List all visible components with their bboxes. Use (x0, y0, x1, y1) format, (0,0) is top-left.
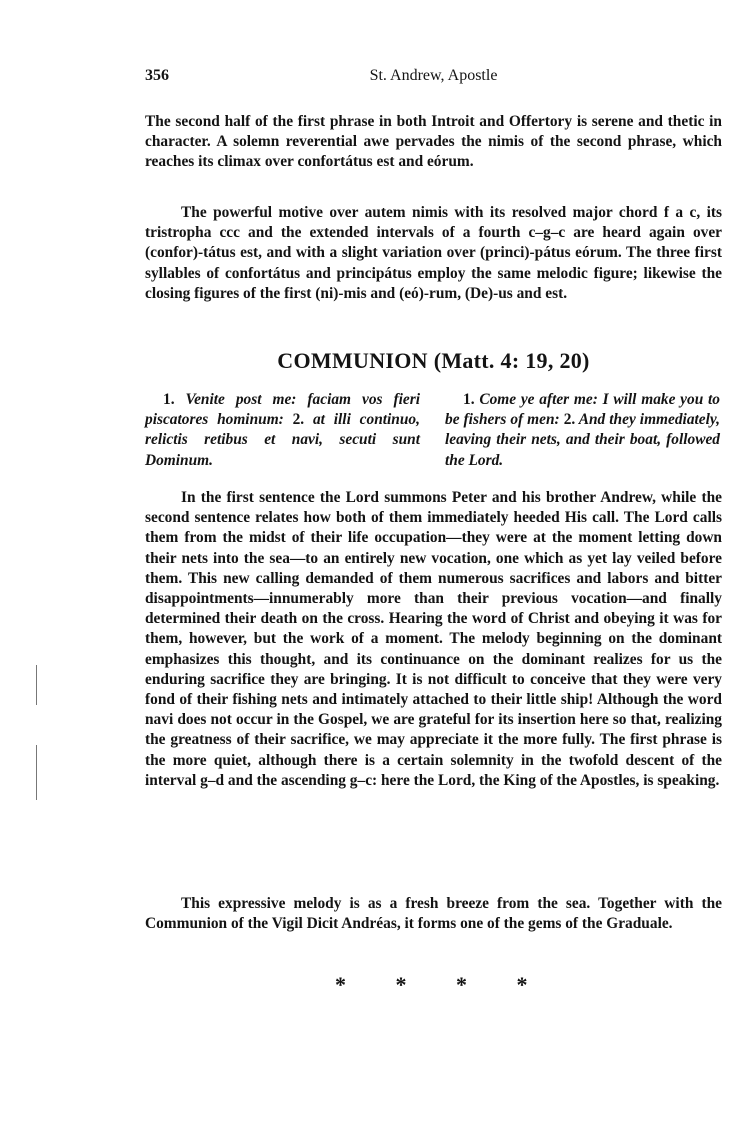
paragraph-communion-commentary (145, 488, 722, 791)
paragraph-text: The powerful motive over autem nimis with its resolved major chord f a c, its tristropha ccc and the extended intervals of a fourth c–g–c are heard again over (confor)-tátus est, and with a slight variation over (princi)-pátus eórum. The three first syllables of confortátus and principátus employ the same melodic figure; likewise the closing figures of the first (ni)-mis and (eó)-rum, (De)-us and est. (145, 204, 722, 302)
paragraph-text: In the first sentence the Lord summons Peter and his brother Andrew, while the second sentence relates how both of them immediately heeded His call. The Lord calls them from the midst of their life occupation—they were at the moment letting down their nets into the sea—to an entirely new vocation, one which as yet lay veiled before them. This new calling demanded of them numerous sacrifices and labors and bitter disappointments—innumerably more than their previous vocation—and finally determined their death on the cross. Hearing the word of Christ and obeying it was for them, however, but the work of a moment. The melody beginning on the dominant emphasizes this thought, and its continuance on the dominant realizes for us the enduring sacrifice they are bringing. It is not difficult to conceive that they were very fond of their fishing nets and intimately attached to their little ship! Although the word navi does not occur in the Gospel, we are grateful for its insertion here so that, realizing the greatness of their sacrifice, we may appreciate it the more fully. The first phrase is the more quiet, although there is a certain solemnity in the twofold descent of the interval g–d and the ascending g–c: here the Lord, the King of the Apostles, is speaking. (145, 489, 722, 789)
paragraph-offertory-summary (145, 112, 722, 173)
verse-number: 2. (292, 411, 305, 429)
latin-verse-2: at illi continuo, relictis retibus et navi, secuti sunt Dominum. (145, 411, 420, 469)
paragraph-text: This expressive melody is as a fresh breeze from the sea. Together with the Communion of the Vigil Dicit Andréas, it forms one of the gems of the Graduale. (145, 895, 722, 933)
english-verse-1: Come ye after me: I will make you to be fishers of men: (445, 391, 720, 429)
verse-number: 1. (163, 391, 175, 408)
english-translation (445, 390, 720, 471)
scripture-reference: (Matt. 4: 19, 20) (433, 348, 590, 373)
section-title: COMMUNION (277, 348, 428, 373)
running-header (145, 67, 722, 89)
english-verse-2: And they immediately, leaving their nets, and their boat, followed the Lord. (445, 411, 721, 469)
verse-number: 1. (463, 391, 475, 408)
running-title: St. Andrew, Apostle (369, 67, 498, 84)
section-heading (145, 348, 722, 374)
margin-mark (36, 745, 37, 800)
section-separator (145, 972, 722, 996)
verse-number: 2. (563, 411, 576, 429)
separator-text: * * * * (335, 972, 528, 997)
paragraph-motive-analysis (145, 203, 722, 304)
paragraph-text: The second half of the first phrase in both Introit and Offertory is serene and thetic in character. A solemn reverential awe pervades the nimis of the second phrase, which reaches its climax over confortátus est and eórum. (145, 113, 722, 171)
paragraph-closing (145, 894, 722, 934)
latin-verse-1: Venite post me: faciam vos fieri piscatores hominum: (145, 391, 420, 429)
margin-mark (36, 665, 37, 705)
page-number: 356 (145, 67, 169, 84)
latin-text (145, 390, 420, 471)
